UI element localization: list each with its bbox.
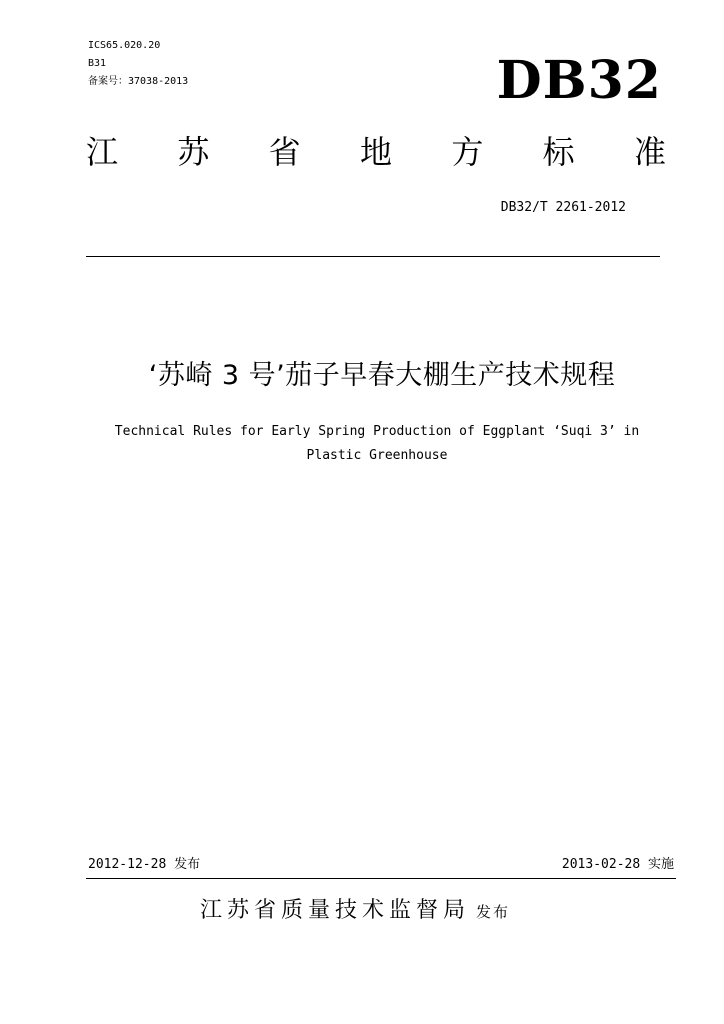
classification-code: B31 (88, 58, 107, 69)
standard-type-char: 方 (451, 133, 484, 171)
english-title-line-1: Technical Rules for Early Spring Production of Eggplant ‘Suqi 3’ in (114, 424, 640, 439)
standard-type-char: 省 (268, 133, 301, 171)
document-title-chinese: ‘苏崎 3 号’茄子早春大棚生产技术规程 (148, 360, 616, 391)
standard-type-char: 江 (86, 133, 119, 171)
footer-divider (86, 878, 676, 879)
implementation-date: 2013-02-28 实施 (561, 857, 674, 872)
db-code-logo: DB32 (496, 50, 662, 111)
issue-date: 2012-12-28 发布 (88, 857, 201, 872)
issuing-authority (200, 896, 510, 927)
english-title-line-2: Plastic Greenhouse (306, 448, 448, 463)
issuer-name: 江苏省质量技术监督局 (200, 898, 471, 923)
document-title-english (92, 420, 662, 468)
standard-type-title (86, 130, 666, 174)
issuer-action: 发布 (476, 903, 511, 921)
standard-number: DB32/T 2261-2012 (500, 200, 626, 215)
header-divider (86, 256, 660, 257)
standard-type-char: 地 (359, 133, 392, 171)
ics-code: ICS65.020.20 (88, 40, 161, 51)
standard-type-char: 标 (542, 133, 575, 171)
standard-type-char: 苏 (177, 133, 210, 171)
record-number: 备案号：37038-2013 (88, 76, 189, 87)
standard-type-char: 准 (633, 133, 666, 171)
